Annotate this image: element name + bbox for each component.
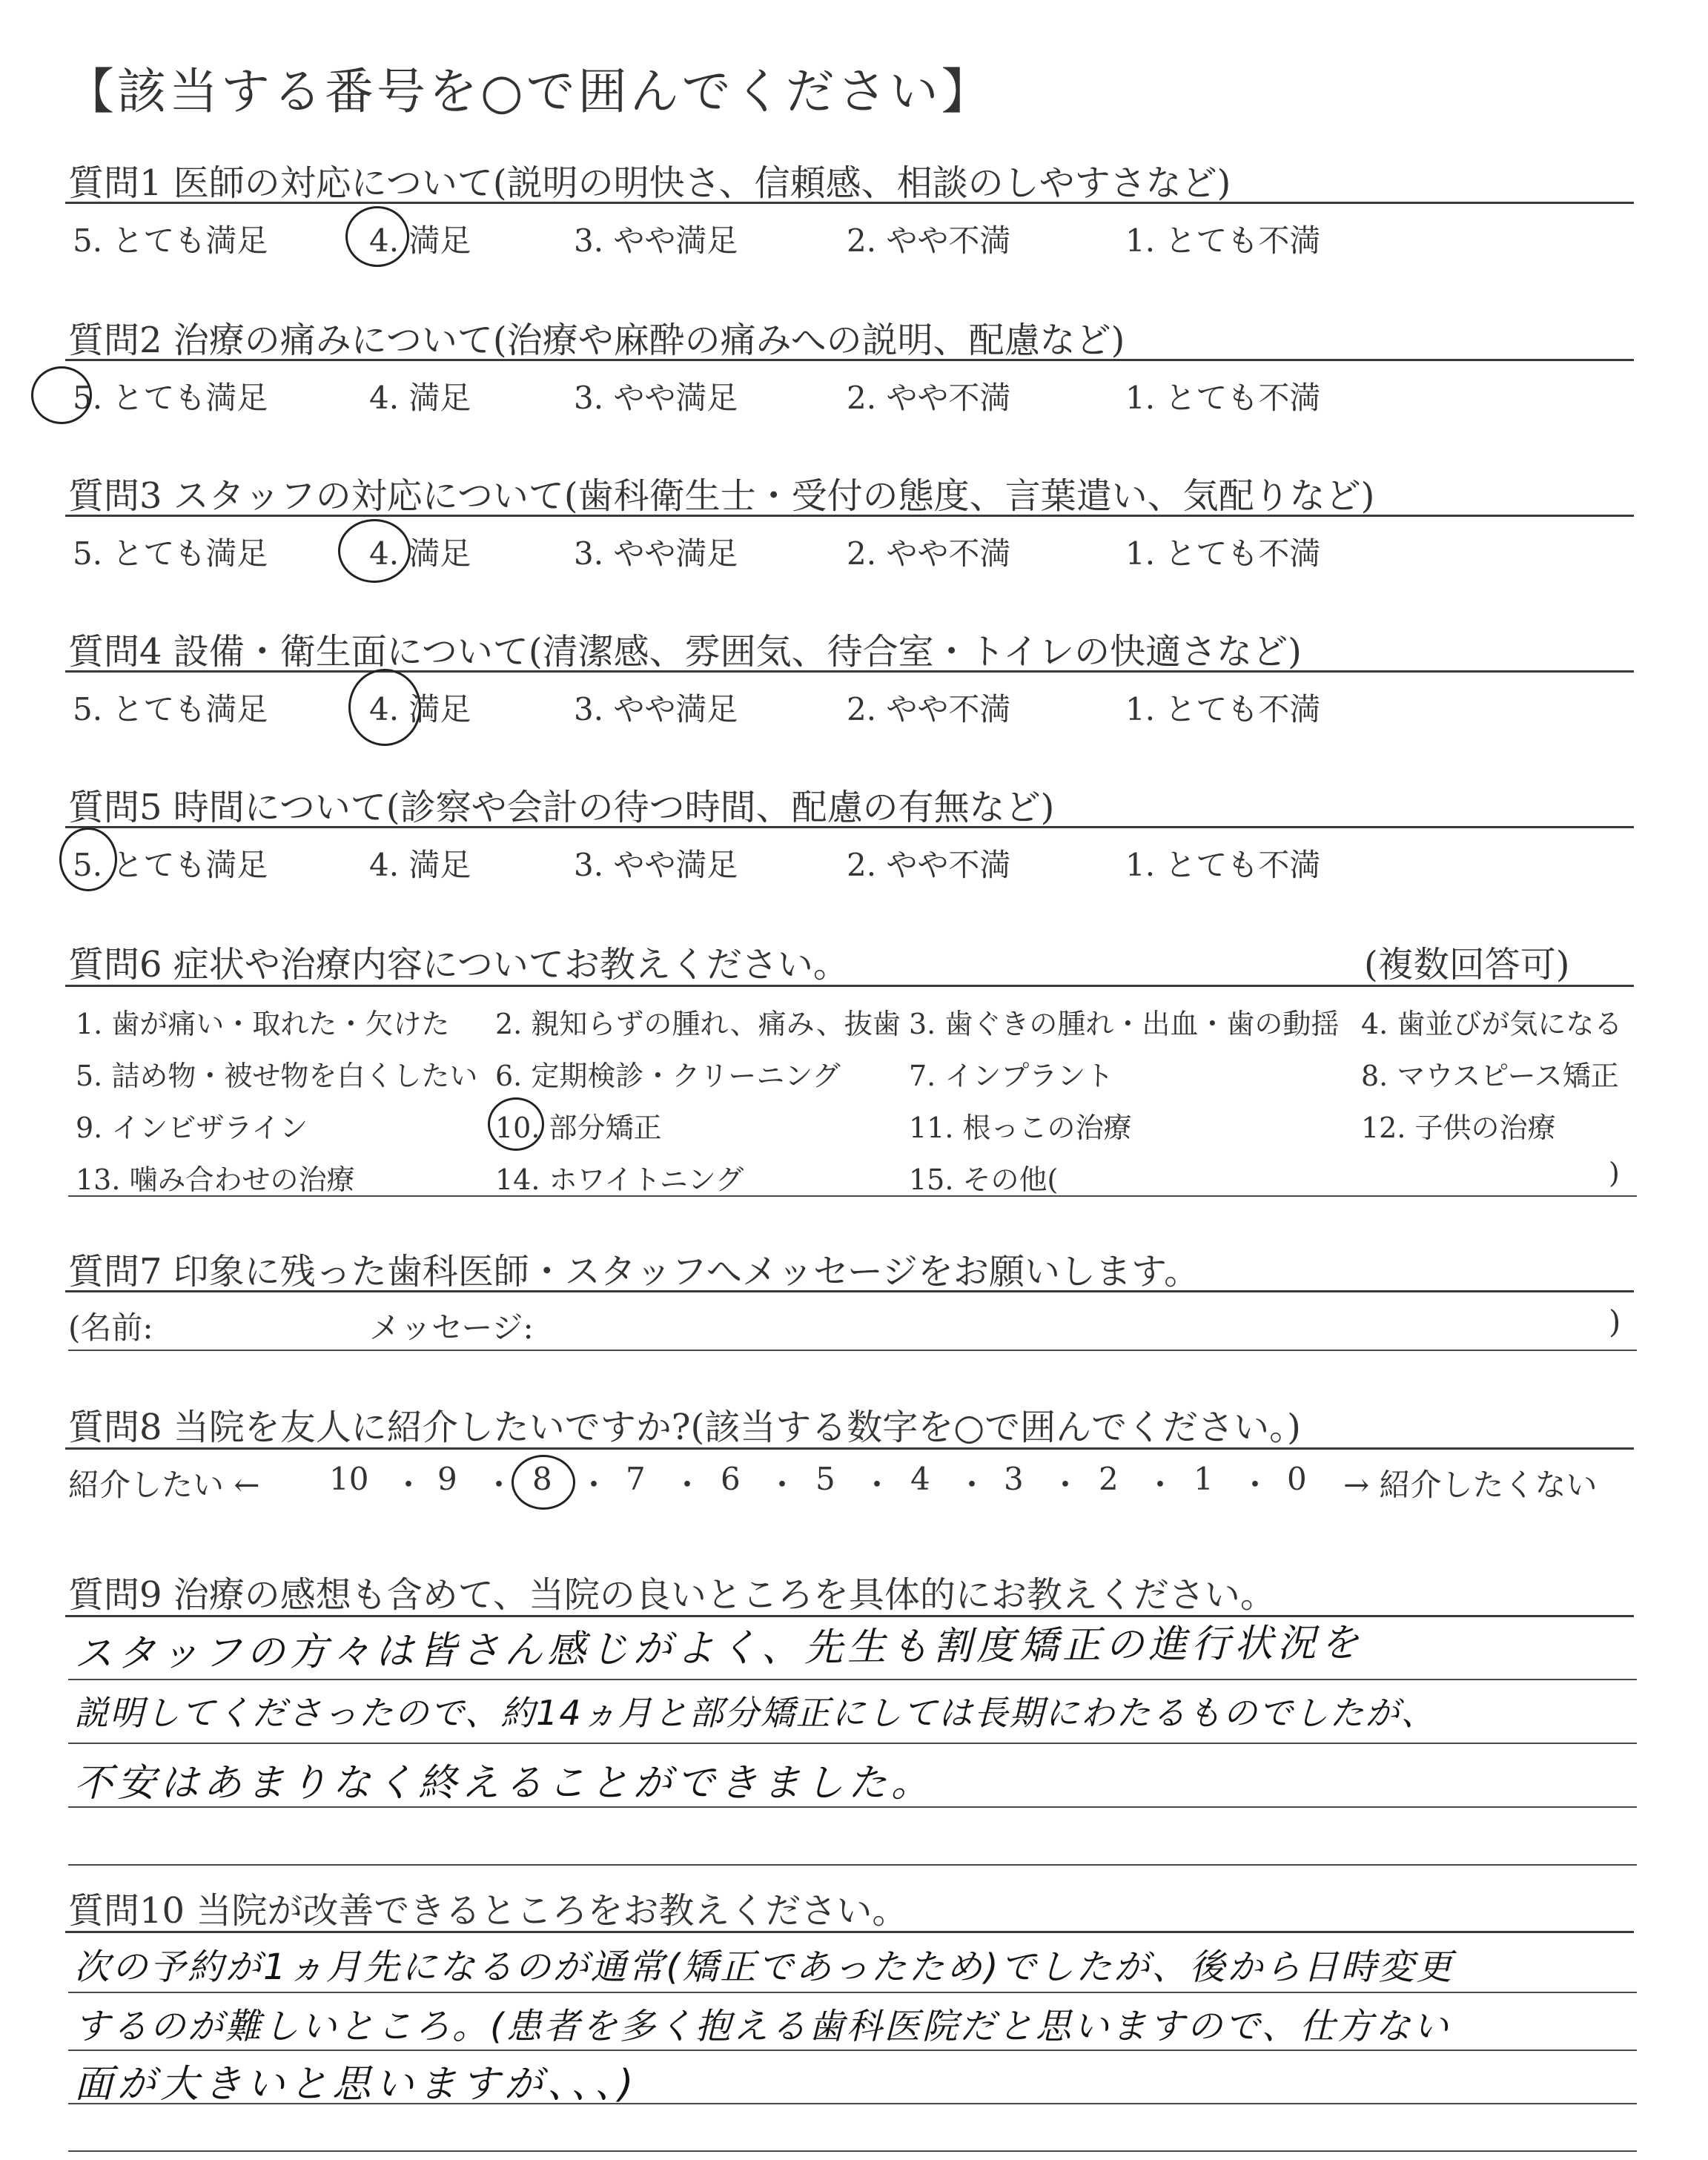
q2-option-1[interactable]: 1. とても不満 (1125, 380, 1321, 416)
q5-option-5[interactable]: 5. とても満足 (73, 847, 268, 883)
q6-other-close-paren: ) (1609, 1157, 1620, 1189)
q6-item[interactable]: 1. 歯が痛い・取れた・欠けた (76, 1008, 450, 1040)
q3-option-1[interactable]: 1. とても不満 (1125, 535, 1321, 572)
q9-rule-2 (68, 1679, 1637, 1680)
q10-rule-2 (68, 1992, 1637, 1993)
q10-answer-line: 次の予約が1ヵ月先になるのが通常(矯正であったため)でしたが、後から日時変更 (74, 1946, 1454, 1988)
q4-option-1[interactable]: 1. とても不満 (1125, 691, 1321, 727)
q8-scale-7[interactable]: 7 (626, 1461, 646, 1497)
q5-option-3[interactable]: 3. やや満足 (574, 847, 738, 883)
q6-item[interactable]: 3. 歯ぐきの腫れ・出血・歯の動揺 (909, 1008, 1340, 1040)
q8-scale-dot: ・ (1239, 1467, 1271, 1503)
q10-rule-1 (65, 1931, 1634, 1933)
q5-option-2[interactable]: 2. やや不満 (847, 847, 1011, 883)
q1-option-2[interactable]: 2. やや不満 (847, 222, 1011, 259)
q1-option-1[interactable]: 1. とても不満 (1125, 222, 1321, 259)
q8-scale-dot: ・ (861, 1467, 893, 1503)
q4-option-4[interactable]: 4. 満足 (369, 691, 471, 727)
survey-title: 【該当する番号を○で囲んでください】 (65, 63, 993, 120)
q3-option-2[interactable]: 2. やや不満 (847, 535, 1011, 572)
q8-scale-2[interactable]: 2 (1099, 1461, 1119, 1497)
q5-option-4[interactable]: 4. 満足 (369, 847, 471, 883)
q6-item[interactable]: 14. ホワイトニング (495, 1163, 744, 1196)
q6-item[interactable]: 11. 根っこの治療 (909, 1112, 1132, 1144)
q8-scale-1[interactable]: 1 (1194, 1461, 1214, 1497)
q10-rule-4 (68, 2103, 1637, 2104)
q7-heading: 質問7 印象に残った歯科医師・スタッフへメッセージをお願いします。 (68, 1251, 1200, 1292)
q2-heading: 質問2 治療の痛みについて(治療や麻酔の痛みへの説明、配慮など) (68, 320, 1125, 361)
q9-answer-line: スタッフの方々は皆さん感じがよく、先生も割度矯正の進行状況を (73, 1620, 1364, 1677)
q8-left-label: 紹介したい ← (68, 1467, 260, 1503)
q4-rule (65, 670, 1634, 673)
q9-heading: 質問9 治療の感想も含めて、当院の良いところを具体的にお教えください。 (68, 1574, 1276, 1616)
q4-option-5[interactable]: 5. とても満足 (73, 691, 268, 727)
q8-scale-dot: ・ (578, 1467, 610, 1503)
q8-scale-9[interactable]: 9 (437, 1461, 457, 1497)
q3-rule (65, 515, 1634, 517)
q6-item[interactable]: 13. 噛み合わせの治療 (76, 1163, 355, 1196)
q5-option-1[interactable]: 1. とても不満 (1125, 847, 1321, 883)
q5-rule (65, 826, 1634, 828)
q8-scale-dot: ・ (1145, 1467, 1176, 1503)
q8-right-label: → 紹介したくない (1343, 1467, 1598, 1503)
q8-scale-0[interactable]: 0 (1287, 1461, 1307, 1497)
q4-heading: 質問4 設備・衛生面について(清潔感、雰囲気、待合室・トイレの快適さなど) (68, 631, 1302, 673)
q6-item[interactable]: 8. マウスピース矯正 (1361, 1060, 1619, 1092)
q10-answer-line: 面が大きいと思いますが、、、) (74, 2062, 638, 2107)
q10-rule-3 (68, 2050, 1637, 2051)
q1-option-3[interactable]: 3. やや満足 (574, 222, 738, 259)
q3-heading: 質問3 スタッフの対応について(歯科衛生士・受付の態度、言葉遣い、気配りなど) (68, 475, 1375, 517)
q6-item[interactable]: 10. 部分矯正 (495, 1112, 662, 1144)
q9-rule-5 (68, 1864, 1637, 1866)
q6-item[interactable]: 15. その他( (909, 1163, 1059, 1196)
q1-option-4[interactable]: 4. 満足 (369, 222, 471, 259)
q7-bottom-rule (68, 1350, 1637, 1351)
q2-option-4[interactable]: 4. 満足 (369, 380, 471, 416)
q10-answer-line: するのが難しいところ。(患者を多く抱える歯科医院だと思いますので、仕方ない (74, 2006, 1451, 2047)
q6-item[interactable]: 6. 定期検診・クリーニング (495, 1060, 841, 1092)
q10-rule-5 (68, 2150, 1637, 2152)
q1-heading: 質問1 医師の対応について(説明の明快さ、信頼感、相談のしやすさなど) (68, 162, 1231, 204)
q9-rule-4 (68, 1806, 1637, 1808)
q6-heading: 質問6 症状や治療内容についてお教えください。 (68, 944, 849, 985)
q8-scale-dot: ・ (483, 1467, 515, 1503)
q2-rule (65, 359, 1634, 361)
q7-close-paren: ) (1609, 1304, 1621, 1340)
q8-scale-dot: ・ (393, 1467, 425, 1503)
q7-name-label: (名前: (68, 1309, 153, 1346)
q6-note: (複数回答可) (1364, 944, 1570, 985)
q8-scale-dot: ・ (767, 1467, 798, 1503)
q3-option-5[interactable]: 5. とても満足 (73, 535, 268, 572)
q8-scale-4[interactable]: 4 (910, 1461, 930, 1497)
q6-item[interactable]: 4. 歯並びが気になる (1361, 1008, 1623, 1040)
q3-option-4[interactable]: 4. 満足 (369, 535, 471, 572)
q6-item[interactable]: 9. インビザライン (76, 1112, 308, 1144)
q7-rule (65, 1290, 1634, 1292)
q8-scale-5[interactable]: 5 (815, 1461, 835, 1497)
q6-item[interactable]: 7. インプラント (909, 1060, 1114, 1092)
q4-option-3[interactable]: 3. やや満足 (574, 691, 738, 727)
q1-rule (65, 202, 1634, 204)
q5-heading: 質問5 時間について(診察や会計の待つ時間、配慮の有無など) (68, 787, 1055, 828)
q8-scale-10[interactable]: 10 (329, 1461, 369, 1497)
q6-bottom-rule (68, 1195, 1637, 1197)
q10-heading: 質問10 当院が改善できるところをお教えください。 (68, 1890, 908, 1932)
q8-heading: 質問8 当院を友人に紹介したいですか?(該当する数字を○で囲んでください。) (68, 1407, 1301, 1448)
q2-option-2[interactable]: 2. やや不満 (847, 380, 1011, 416)
q9-rule-3 (68, 1743, 1637, 1744)
q6-item[interactable]: 12. 子供の治療 (1361, 1112, 1556, 1144)
q8-scale-3[interactable]: 3 (1004, 1461, 1024, 1497)
q4-option-2[interactable]: 2. やや不満 (847, 691, 1011, 727)
q8-scale-dot: ・ (1050, 1467, 1082, 1503)
q2-option-5[interactable]: 5. とても満足 (73, 380, 268, 416)
q6-item[interactable]: 5. 詰め物・被せ物を白くしたい (76, 1060, 478, 1092)
q8-scale-dot: ・ (672, 1467, 704, 1503)
q8-scale-6[interactable]: 6 (721, 1461, 741, 1497)
q7-message-label: メッセージ: (369, 1309, 534, 1346)
q6-rule (65, 985, 1634, 987)
q2-option-3[interactable]: 3. やや満足 (574, 380, 738, 416)
q9-answer-line: 説明してくださったので、約14ヵ月と部分矯正にしては長期にわたるものでしたが、 (74, 1693, 1437, 1733)
q1-option-5[interactable]: 5. とても満足 (73, 222, 268, 259)
q9-answer-line: 不安はあまりなく終えることができました。 (74, 1761, 935, 1806)
q8-rule (65, 1447, 1634, 1450)
q8-scale-dot: ・ (956, 1467, 988, 1503)
q3-option-3[interactable]: 3. やや満足 (574, 535, 738, 572)
q6-item[interactable]: 2. 親知らずの腫れ、痛み、抜歯 (495, 1008, 901, 1040)
q8-scale-8[interactable]: 8 (532, 1461, 552, 1497)
